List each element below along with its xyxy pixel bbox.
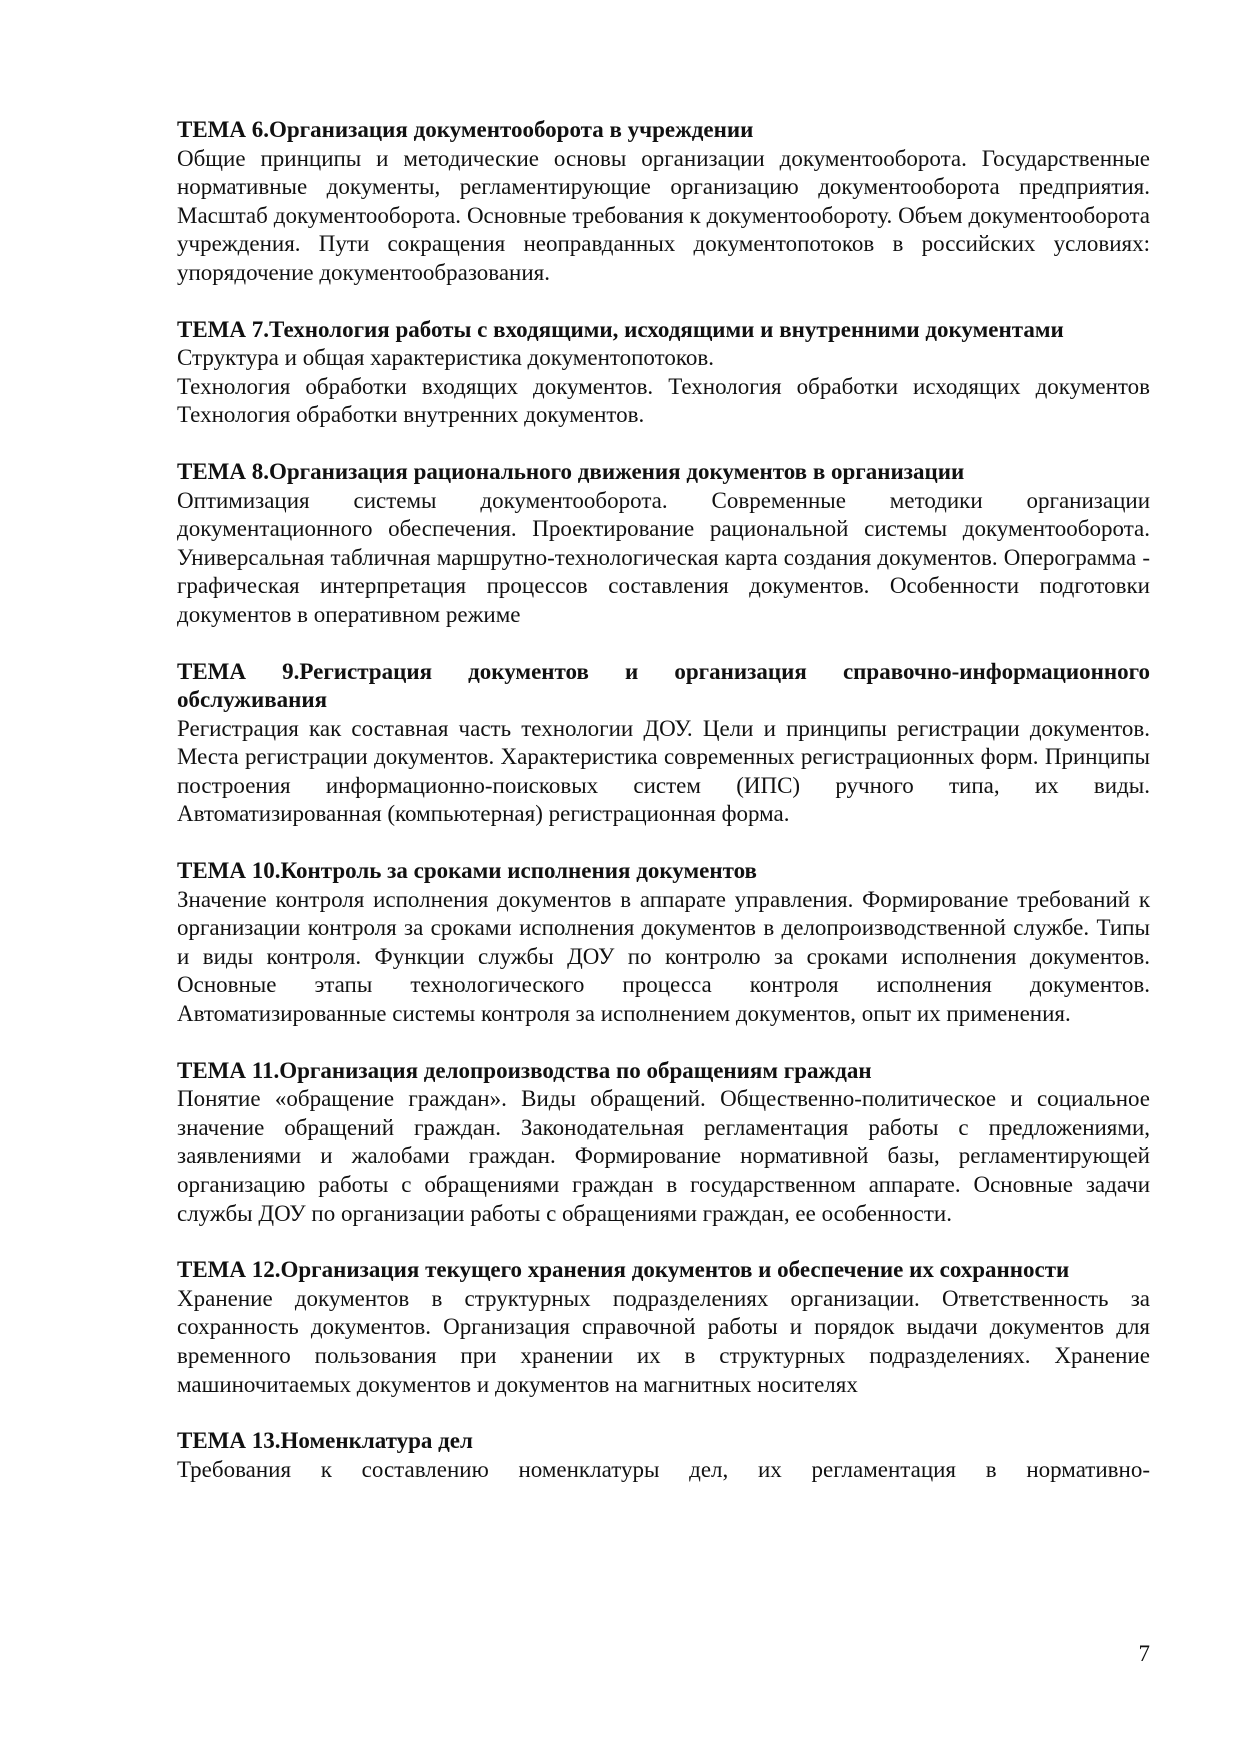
section-topic-10 <box>177 857 1150 1029</box>
section-paragraph: Понятие «обращение граждан». Виды обращений. Общественно-политическое и социальное значение обращений граждан. Законодательная регламентация работы с предложениями, заявлениями и жалобами граждан. Формирование нормативной базы, регламентирующей организацию работы с обращениями граждан в государственном аппарате. Основные задачи службы ДОУ по организации работы с обращениями граждан, ее особенности. <box>177 1086 1150 1226</box>
section-topic-13 <box>177 1427 1150 1484</box>
section-paragraph: Требования к составлению номенклатуры дел, их регламентация в нормативно- <box>177 1456 1150 1482</box>
section-paragraph: Хранение документов в структурных подразделениях организации. Ответственность за сохранность документов. Организация справочной работы и порядок выдачи документов для временного пользования при хранении их в структурных подразделениях. Хранение машиночитаемых документов и документов на магнитных носителях <box>177 1285 1150 1397</box>
section-title: ТЕМА 6.Организация документооборота в учреждении <box>177 117 754 142</box>
section-topic-11 <box>177 1057 1150 1229</box>
section-paragraph: Значение контроля исполнения документов в аппарате управления. Формирование требований к организации контроля за сроками исполнения документов в делопроизводственной службе. Типы и виды контроля. Функции службы ДОУ по контролю за сроками исполнения документов. Основные этапы технологического процесса контроля исполнения документов. Автоматизированные системы контроля за исполнением документов, опыт их применения. <box>177 886 1150 1027</box>
section-topic-6 <box>177 116 1150 288</box>
section-title: ТЕМА 10.Контроль за сроками исполнения документов <box>177 858 757 884</box>
document-page <box>177 116 1150 1512</box>
section-title: ТЕМА 8.Организация рационального движения документов в организации <box>177 458 965 484</box>
section-topic-9 <box>177 658 1150 830</box>
section-title: ТЕМА 7.Технология работы с входящими, исходящими и внутренними документами <box>177 316 1064 342</box>
section-paragraph: Технология обработки входящих документов. Технология обработки исходящих документов Технология обработки внутренних документов. <box>177 373 1150 428</box>
section-paragraph: Регистрация как составная часть технологии ДОУ. Цели и принципы регистрации документов. Места регистрации документов. Характеристика современных регистрационных форм. Принципы построения информационно-поисковых систем (ИПС) ручного типа, их виды. Автоматизированная (компьютерная) регистрационная форма. <box>177 715 1150 827</box>
section-title: ТЕМА 11.Организация делопроизводства по обращениям граждан <box>177 1057 872 1083</box>
section-paragraph: Оптимизация системы документооборота. Современные методики организации документационного обеспечения. Проектирование рациональной системы документооборота. Универсальная табличная маршрутно-технологическая карта создания документов. Оперограмма - графическая интерпретация процессов составления документов. Особенности подготовки документов в оперативном режиме <box>177 487 1150 627</box>
section-title: ТЕМА 13.Номенклатура дел <box>177 1428 473 1454</box>
section-paragraph: Структура и общая характеристика документопотоков. <box>177 345 714 371</box>
section-title: ТЕМА 9.Регистрация документов и организация справочно-информационного обслуживания <box>177 658 1150 713</box>
section-title: ТЕМА 12.Организация текущего хранения документов и обеспечение их сохранности <box>177 1257 1070 1283</box>
section-topic-7 <box>177 316 1150 430</box>
section-topic-8 <box>177 458 1150 630</box>
section-topic-12 <box>177 1256 1150 1399</box>
page-number: 7 <box>1138 1641 1150 1666</box>
section-paragraph: Общие принципы и методические основы организации документооборота. Государственные нормативные документы, регламентирующие организацию документооборота предприятия. Масштаб документооборота. Основные требования к документообороту. Объем документооборота учреждения. Пути сокращения неоправданных документопотоков в российских условиях: упорядочение документообразования. <box>177 145 1150 285</box>
